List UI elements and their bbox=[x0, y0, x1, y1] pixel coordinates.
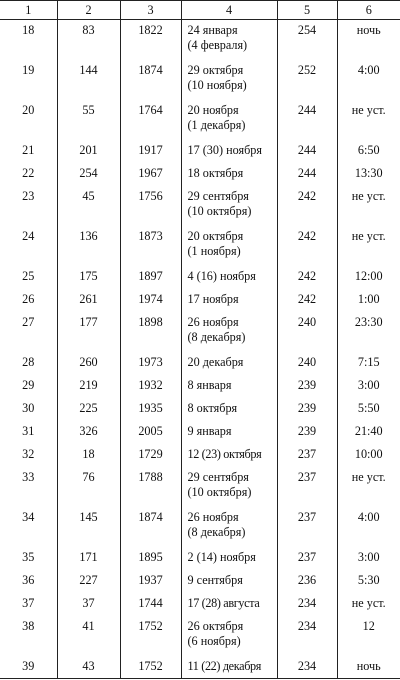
table-row bbox=[0, 593, 400, 616]
cell-date: 26 октября (6 ноября) bbox=[181, 616, 277, 656]
cell-value-col-2: 83 bbox=[57, 20, 120, 60]
cell-year: 1895 bbox=[120, 547, 181, 570]
cell-row-number: 30 bbox=[22, 400, 35, 415]
cell-value-col-5: 252 bbox=[277, 60, 337, 100]
table-row bbox=[0, 163, 400, 186]
table-row bbox=[0, 398, 400, 421]
cell-time: 13:30 bbox=[337, 163, 400, 186]
cell-date: 18 октября bbox=[181, 163, 277, 186]
cell-year: 1764 bbox=[120, 100, 181, 140]
cell-value-col-2: 45 bbox=[57, 186, 120, 226]
cell-value-col-5: 244 bbox=[277, 100, 337, 140]
cell-row-number: 36 bbox=[22, 572, 35, 587]
cell-value-col-5: 237 bbox=[277, 467, 337, 507]
table-row bbox=[0, 656, 400, 679]
cell-time: не уст. bbox=[337, 186, 400, 226]
cell-row-number: 37 bbox=[22, 595, 35, 610]
cell-date: 9 сентября bbox=[181, 570, 277, 593]
cell-value-col-5: 242 bbox=[277, 186, 337, 226]
cell-value-col-5: 239 bbox=[277, 398, 337, 421]
table-row bbox=[0, 60, 400, 100]
cell-time: 5:30 bbox=[337, 570, 400, 593]
cell-value-col-2: 254 bbox=[57, 163, 120, 186]
cell-year: 1917 bbox=[120, 140, 181, 163]
cell-row-number: 27 bbox=[22, 314, 35, 329]
cell-year: 1967 bbox=[120, 163, 181, 186]
cell-time: ночь bbox=[337, 20, 400, 60]
cell-time: 4:00 bbox=[337, 507, 400, 547]
cell-row-number: 22 bbox=[22, 165, 35, 180]
cell-year: 1822 bbox=[120, 20, 181, 60]
cell-year: 1897 bbox=[120, 266, 181, 289]
cell-row-number: 32 bbox=[22, 446, 35, 461]
cell-value-col-5: 234 bbox=[277, 616, 337, 656]
cell-date: 20 ноября (1 декабря) bbox=[181, 100, 277, 140]
cell-date: 17 ноября bbox=[181, 289, 277, 312]
cell-year: 1935 bbox=[120, 398, 181, 421]
cell-time: 6:50 bbox=[337, 140, 400, 163]
table-row bbox=[0, 100, 400, 140]
cell-date: 11 (22) декабря bbox=[181, 656, 277, 679]
cell-value-col-5: 236 bbox=[277, 570, 337, 593]
cell-value-col-2: 43 bbox=[57, 656, 120, 679]
cell-row-number: 28 bbox=[22, 354, 35, 369]
cell-row-number: 21 bbox=[22, 142, 35, 157]
table-row bbox=[0, 421, 400, 444]
cell-year: 1937 bbox=[120, 570, 181, 593]
cell-time: 3:00 bbox=[337, 547, 400, 570]
cell-value-col-5: 240 bbox=[277, 352, 337, 375]
cell-value-col-5: 234 bbox=[277, 656, 337, 679]
table-row bbox=[0, 547, 400, 570]
cell-value-col-5: 237 bbox=[277, 444, 337, 467]
cell-row-number: 19 bbox=[22, 62, 35, 77]
cell-year: 1874 bbox=[120, 507, 181, 547]
cell-time: 21:40 bbox=[337, 421, 400, 444]
cell-row-number: 26 bbox=[22, 291, 35, 306]
cell-date: 20 октября (1 ноября) bbox=[181, 226, 277, 266]
cell-value-col-5: 237 bbox=[277, 547, 337, 570]
cell-date: 29 сентября (10 октября) bbox=[181, 186, 277, 226]
cell-date: 9 января bbox=[181, 421, 277, 444]
table-body bbox=[0, 20, 400, 679]
cell-value-col-5: 239 bbox=[277, 421, 337, 444]
cell-time: ночь bbox=[337, 656, 400, 679]
cell-row-number: 35 bbox=[22, 549, 35, 564]
cell-time: 3:00 bbox=[337, 375, 400, 398]
cell-row-number: 38 bbox=[22, 618, 35, 633]
cell-value-col-5: 242 bbox=[277, 226, 337, 266]
table-row bbox=[0, 467, 400, 507]
cell-time: 4:00 bbox=[337, 60, 400, 100]
table-row bbox=[0, 616, 400, 656]
cell-year: 1788 bbox=[120, 467, 181, 507]
table-row bbox=[0, 186, 400, 226]
cell-year: 2005 bbox=[120, 421, 181, 444]
cell-date: 12 (23) октября bbox=[181, 444, 277, 467]
cell-year: 1932 bbox=[120, 375, 181, 398]
cell-row-number: 34 bbox=[22, 509, 35, 524]
cell-row-number: 23 bbox=[22, 188, 35, 203]
column-header-1: 1 bbox=[0, 1, 57, 20]
cell-year: 1873 bbox=[120, 226, 181, 266]
column-header-4: 4 bbox=[181, 1, 277, 20]
table-row bbox=[0, 375, 400, 398]
header-row bbox=[0, 1, 400, 20]
cell-row-number: 39 bbox=[0, 656, 57, 679]
cell-row-number: 31 bbox=[22, 423, 35, 438]
cell-value-col-2: 136 bbox=[57, 226, 120, 266]
cell-value-col-5: 237 bbox=[277, 507, 337, 547]
cell-value-col-2: 177 bbox=[57, 312, 120, 352]
cell-value-col-5: 239 bbox=[277, 375, 337, 398]
cell-value-col-2: 171 bbox=[57, 547, 120, 570]
cell-time: не уст. bbox=[337, 467, 400, 507]
cell-time: не уст. bbox=[337, 100, 400, 140]
table-row bbox=[0, 226, 400, 266]
column-header-2: 2 bbox=[57, 1, 120, 20]
cell-value-col-2: 227 bbox=[57, 570, 120, 593]
cell-date: 17 (28) августа bbox=[181, 593, 277, 616]
cell-value-col-5: 242 bbox=[277, 266, 337, 289]
cell-date: 29 сентября (10 октября) bbox=[181, 467, 277, 507]
table-row bbox=[0, 20, 400, 60]
cell-time: не уст. bbox=[337, 226, 400, 266]
column-header-5: 5 bbox=[277, 1, 337, 20]
cell-time: не уст. bbox=[337, 593, 400, 616]
cell-year: 1744 bbox=[120, 593, 181, 616]
cell-date: 17 (30) ноября bbox=[181, 140, 277, 163]
column-header-6: 6 bbox=[337, 1, 400, 20]
cell-value-col-5: 240 bbox=[277, 312, 337, 352]
cell-time: 12:00 bbox=[337, 266, 400, 289]
cell-value-col-2: 219 bbox=[57, 375, 120, 398]
cell-date: 26 ноября (8 декабря) bbox=[181, 312, 277, 352]
cell-value-col-2: 41 bbox=[57, 616, 120, 656]
cell-value-col-5: 244 bbox=[277, 163, 337, 186]
cell-year: 1752 bbox=[120, 656, 181, 679]
cell-value-col-2: 201 bbox=[57, 140, 120, 163]
cell-year: 1756 bbox=[120, 186, 181, 226]
cell-year: 1898 bbox=[120, 312, 181, 352]
cell-time: 23:30 bbox=[337, 312, 400, 352]
cell-value-col-2: 76 bbox=[57, 467, 120, 507]
cell-year: 1752 bbox=[120, 616, 181, 656]
cell-value-col-2: 225 bbox=[57, 398, 120, 421]
cell-date: 4 (16) ноября bbox=[181, 266, 277, 289]
column-header-3: 3 bbox=[120, 1, 181, 20]
table-row bbox=[0, 312, 400, 352]
cell-value-col-2: 261 bbox=[57, 289, 120, 312]
table-row bbox=[0, 266, 400, 289]
cell-date: 26 ноября (8 декабря) bbox=[181, 507, 277, 547]
table-row bbox=[0, 570, 400, 593]
cell-date: 29 октября (10 ноября) bbox=[181, 60, 277, 100]
cell-row-number: 18 bbox=[22, 23, 35, 37]
cell-date: 20 декабря bbox=[181, 352, 277, 375]
cell-time: 10:00 bbox=[337, 444, 400, 467]
cell-time: 5:50 bbox=[337, 398, 400, 421]
cell-value-col-2: 144 bbox=[57, 60, 120, 100]
cell-value-col-5: 242 bbox=[277, 289, 337, 312]
cell-value-col-5: 234 bbox=[277, 593, 337, 616]
cell-year: 1874 bbox=[120, 60, 181, 100]
cell-year: 1973 bbox=[120, 352, 181, 375]
cell-year: 1729 bbox=[120, 444, 181, 467]
cell-row-number: 25 bbox=[22, 268, 35, 283]
cell-value-col-2: 37 bbox=[57, 593, 120, 616]
cell-row-number: 24 bbox=[22, 228, 35, 243]
cell-row-number: 29 bbox=[22, 377, 35, 392]
cell-value-col-2: 18 bbox=[57, 444, 120, 467]
cell-value-col-2: 55 bbox=[57, 100, 120, 140]
cell-value-col-2: 145 bbox=[57, 507, 120, 547]
cell-time: 1:00 bbox=[337, 289, 400, 312]
cell-time: 12 bbox=[337, 616, 400, 656]
table-row bbox=[0, 289, 400, 312]
cell-value-col-2: 260 bbox=[57, 352, 120, 375]
cell-value-col-2: 175 bbox=[57, 266, 120, 289]
cell-date: 8 января bbox=[181, 375, 277, 398]
cell-value-col-5: 244 bbox=[277, 140, 337, 163]
cell-value-col-2: 326 bbox=[57, 421, 120, 444]
cell-year: 1974 bbox=[120, 289, 181, 312]
cell-value-col-5: 254 bbox=[277, 20, 337, 60]
table-row bbox=[0, 352, 400, 375]
cell-row-number: 33 bbox=[22, 469, 35, 484]
cell-date: 24 января (4 февраля) bbox=[181, 20, 277, 60]
cell-row-number: 20 bbox=[22, 102, 35, 117]
cell-date: 2 (14) ноября bbox=[181, 547, 277, 570]
table-row bbox=[0, 444, 400, 467]
table-row bbox=[0, 507, 400, 547]
cell-time: 7:15 bbox=[337, 352, 400, 375]
table-row bbox=[0, 140, 400, 163]
cell-date: 8 октября bbox=[181, 398, 277, 421]
